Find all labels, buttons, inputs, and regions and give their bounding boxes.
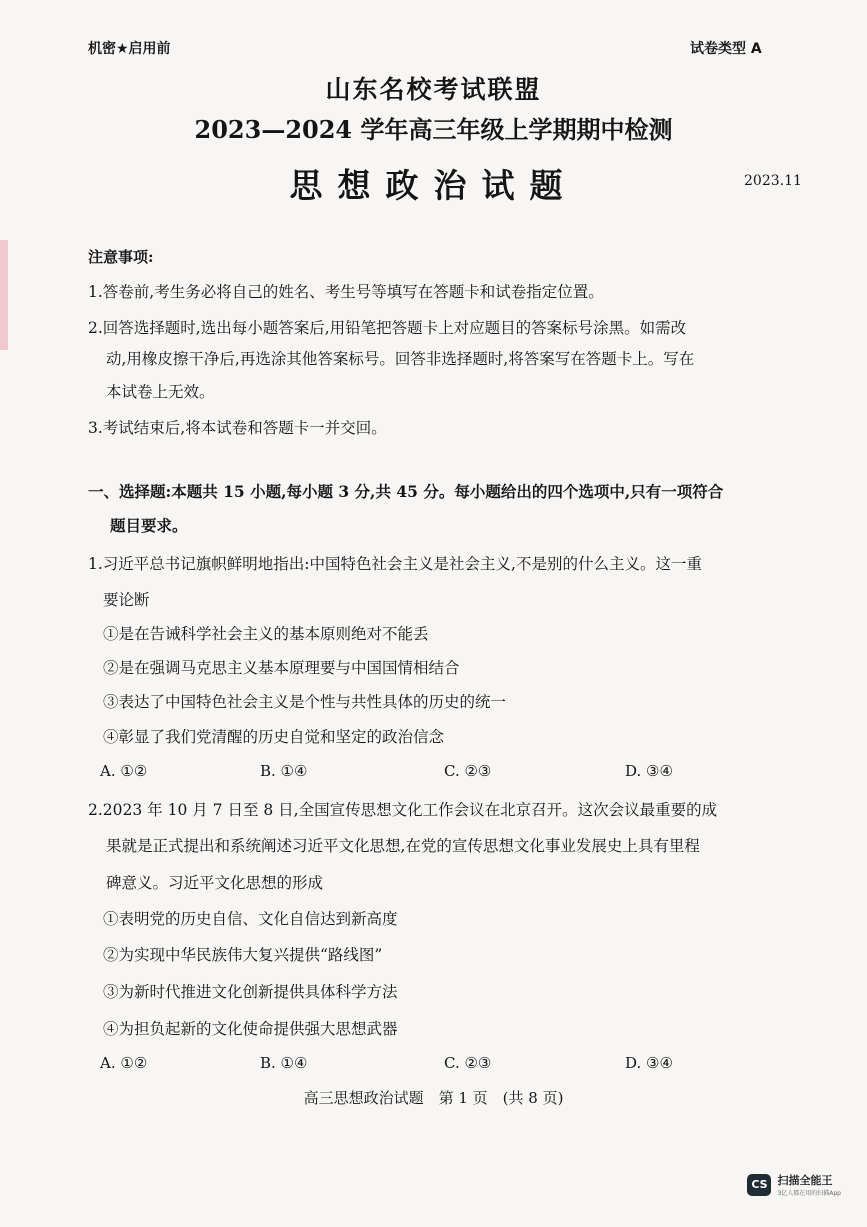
notice-title: 注意事项: xyxy=(88,248,154,266)
q2-choice-b: B. ①④ xyxy=(260,1054,308,1072)
scanner-watermark xyxy=(747,1172,841,1197)
q1-statement-2: ②是在强调马克思主义基本原理要与中国国情相结合 xyxy=(103,659,460,677)
q1-stem-line-1: 1.习近平总书记旗帜鲜明地指出:中国特色社会主义是社会主义,不是别的什么主义。这一重 xyxy=(88,555,702,573)
q2-statement-1: ①表明党的历史自信、文化自信达到新高度 xyxy=(103,910,398,928)
exam-date: 2023.11 xyxy=(744,173,802,189)
q2-stem-line-1: 2.2023 年 10 月 7 日至 8 日,全国宣传思想文化工作会议在北京召开。这次会议最重要的成 xyxy=(88,801,718,819)
q1-choice-c: C. ②③ xyxy=(444,762,492,780)
page-footer: 高三思想政治试题 第 1 页 (共 8 页) xyxy=(303,1089,564,1107)
notice-item-2-line-2: 动,用橡皮擦干净后,再选涂其他答案标号。回答非选择题时,将答案写在答题卡上。写在 xyxy=(106,350,695,368)
q1-statement-1: ①是在告诫科学社会主义的基本原则绝对不能丢 xyxy=(103,625,429,643)
alliance-title: 山东名校考试联盟 xyxy=(325,75,542,104)
section-heading-line-1: 一、选择题:本题共 15 小题,每小题 3 分,共 45 分。每小题给出的四个选项中,只有一项符合 xyxy=(88,482,724,501)
q2-stem-line-2: 果就是正式提出和系统阐述习近平文化思想,在党的宣传思想文化事业发展史上具有里程 xyxy=(106,837,700,855)
watermark-name: 扫描全能王 xyxy=(777,1174,833,1187)
q2-statement-3: ③为新时代推进文化创新提供具体科学方法 xyxy=(103,983,398,1001)
q2-choice-d: D. ③④ xyxy=(625,1054,673,1072)
page-edge-mark xyxy=(0,240,8,350)
exam-title: 2023—2024 学年高三年级上学期期中检测 xyxy=(194,115,673,144)
subject-title: 思想政治试题 xyxy=(289,166,578,205)
notice-item-2-line-1: 2.回答选择题时,选出每小题答案后,用铅笔把答题卡上对应题目的答案标号涂黑。如需改 xyxy=(88,319,687,337)
notice-item-2-line-3: 本试卷上无效。 xyxy=(106,383,215,401)
section-heading-line-2: 题目要求。 xyxy=(110,516,188,535)
secret-label: 机密★启用前 xyxy=(88,41,171,57)
watermark-subtitle: 3亿人都在用的扫描App xyxy=(777,1190,841,1197)
q1-choice-a: A. ①② xyxy=(100,762,148,780)
camscanner-logo-icon: CS xyxy=(747,1174,771,1196)
notice-item-1: 1.答卷前,考生务必将自己的姓名、考生号等填写在答题卡和试卷指定位置。 xyxy=(88,283,604,301)
q2-choice-c: C. ②③ xyxy=(444,1054,492,1072)
notice-item-3: 3.考试结束后,将本试卷和答题卡一并交回。 xyxy=(88,419,387,437)
q1-stem-line-2: 要论断 xyxy=(103,591,150,609)
q1-statement-3: ③表达了中国特色社会主义是个性与共性具体的历史的统一 xyxy=(103,693,507,711)
q1-choice-b: B. ①④ xyxy=(260,762,308,780)
q2-choice-a: A. ①② xyxy=(100,1054,148,1072)
paper-type: 试卷类型 A xyxy=(690,41,762,57)
q1-choice-d: D. ③④ xyxy=(625,762,673,780)
q2-stem-line-3: 碑意义。习近平文化思想的形成 xyxy=(106,874,324,892)
q1-statement-4: ④彰显了我们党清醒的历史自觉和坚定的政治信念 xyxy=(103,728,445,746)
q2-statement-2: ②为实现中华民族伟大复兴提供“路线图” xyxy=(103,946,383,964)
q2-statement-4: ④为担负起新的文化使命提供强大思想武器 xyxy=(103,1020,398,1038)
